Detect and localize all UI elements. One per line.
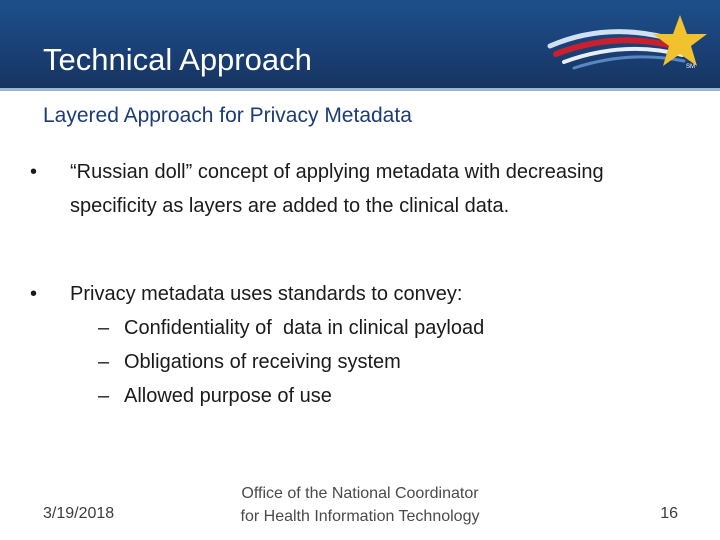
bullet-marker: • <box>30 161 38 183</box>
footer-organization: Office of the National Coordinator for Health Information Technology <box>240 485 480 525</box>
sub-bullet-item <box>98 379 680 413</box>
dash-marker: – <box>98 317 110 339</box>
sub-bullet-text: Allowed purpose of use <box>124 385 332 407</box>
star-swoosh-logo-icon <box>540 8 715 83</box>
page-number: 16 <box>660 505 678 522</box>
bullet-marker: • <box>30 283 38 305</box>
dash-marker: – <box>98 385 110 407</box>
sub-bullet-item <box>98 345 680 379</box>
sub-bullet-list <box>98 311 680 413</box>
bullet-item <box>30 277 680 413</box>
footer-date: 3/19/2018 <box>43 505 115 522</box>
title-bar-divider <box>0 88 720 91</box>
sub-bullet-text: Obligations of receiving system <box>124 351 401 373</box>
slide-title: Technical Approach <box>43 42 312 77</box>
bullet-item <box>30 155 680 223</box>
slide-subtitle: Layered Approach for Privacy Metadata <box>43 104 412 127</box>
bullet-text: “Russian doll” concept of applying metadata with decreasing specificity as layers are added to the clinical data. <box>70 161 604 217</box>
sub-bullet-item <box>98 311 680 345</box>
dash-marker: – <box>98 351 110 373</box>
service-mark: SM <box>686 64 695 70</box>
sub-bullet-text: Confidentiality of data in clinical payload <box>124 317 485 339</box>
bullet-text: Privacy metadata uses standards to convey: <box>70 283 463 305</box>
